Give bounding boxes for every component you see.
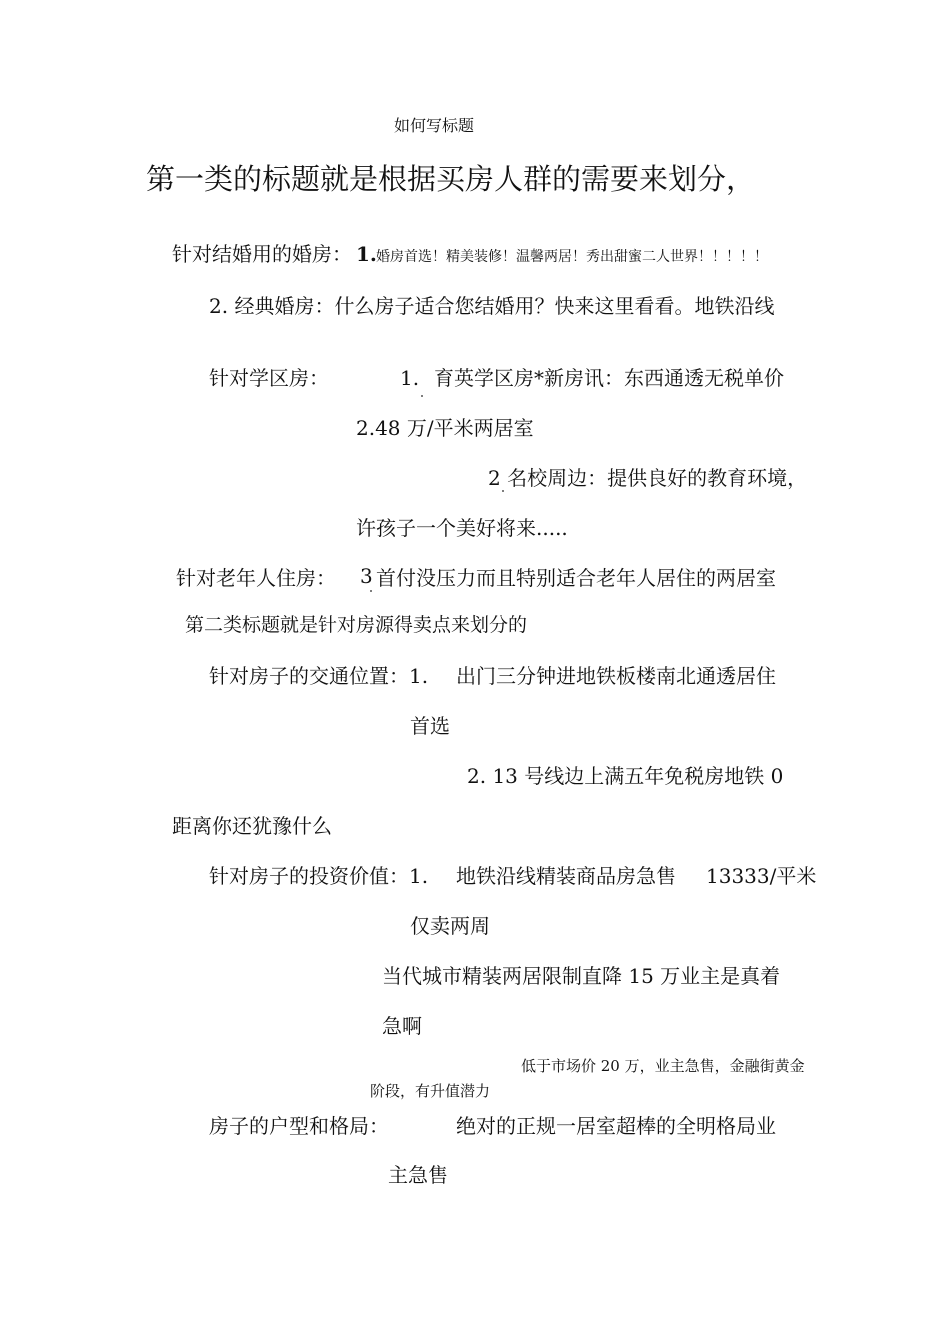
page-title: 如何写标题 bbox=[394, 116, 475, 135]
investment-label: 针对房子的投资价值：1. bbox=[209, 864, 429, 888]
elderly-label: 针对老年人住房： bbox=[176, 566, 336, 590]
traffic-label: 针对房子的交通位置：1. bbox=[209, 664, 429, 688]
layout-label: 房子的户型和格局： bbox=[209, 1114, 389, 1138]
heading-category-2: 第二类标题就是针对房源得卖点来划分的 bbox=[185, 614, 528, 636]
wedding-label: 针对结婚用的婚房： bbox=[172, 242, 352, 266]
elderly-number: 3 bbox=[360, 564, 373, 588]
elderly-item: 首付没压力而且特别适合老年人居住的两居室 bbox=[376, 566, 776, 590]
school-item1-number: 1. bbox=[400, 366, 420, 390]
wedding-item2: 2. 经典婚房：什么房子适合您结婚用？快来这里看看。地铁沿线 bbox=[209, 294, 775, 318]
heading-category-1: 第一类的标题就是根据买房人群的需要来划分， bbox=[146, 162, 756, 196]
investment-item3-cont: 阶段，有升值潜力 bbox=[370, 1082, 491, 1100]
traffic-item1-cont: 首选 bbox=[410, 714, 450, 738]
school-label: 针对学区房： bbox=[209, 366, 329, 390]
wedding-item1-number: 1. bbox=[356, 242, 377, 266]
wedding-item1: 婚房首选！精美装修！温馨两居！秀出甜蜜二人世界！！！！！ bbox=[376, 249, 768, 265]
layout-item: 绝对的正规一居室超棒的全明格局业 bbox=[456, 1114, 776, 1138]
investment-item1-cont: 仅卖两周 bbox=[410, 914, 490, 938]
school-item2-cont: 许孩子一个美好将来..... bbox=[356, 516, 568, 540]
school-item1-cont: 2.48 万/平米两居室 bbox=[356, 416, 534, 440]
layout-item-cont: 主急售 bbox=[388, 1163, 448, 1187]
traffic-item2-cont: 距离你还犹豫什么 bbox=[172, 814, 332, 838]
investment-item2-cont: 急啊 bbox=[382, 1014, 422, 1038]
traffic-item2: 2. 13 号线边上满五年免税房地铁 0 bbox=[467, 764, 784, 788]
investment-item1: 地铁沿线精装商品房急售 bbox=[456, 864, 676, 888]
school-item2: 2 名校周边：提供良好的教育环境， bbox=[488, 466, 808, 490]
investment-item1-price: 13333/平米 bbox=[706, 864, 817, 888]
investment-item3: 低于市场价 20 万，业主急售，金融街黄金 bbox=[521, 1057, 805, 1075]
traffic-item1: 出门三分钟进地铁板楼南北通透居住 bbox=[456, 664, 776, 688]
school-item1: 育英学区房*新房讯：东西通透无税单价 bbox=[434, 366, 784, 390]
investment-item2: 当代城市精装两居限制直降 15 万业主是真着 bbox=[382, 964, 781, 988]
